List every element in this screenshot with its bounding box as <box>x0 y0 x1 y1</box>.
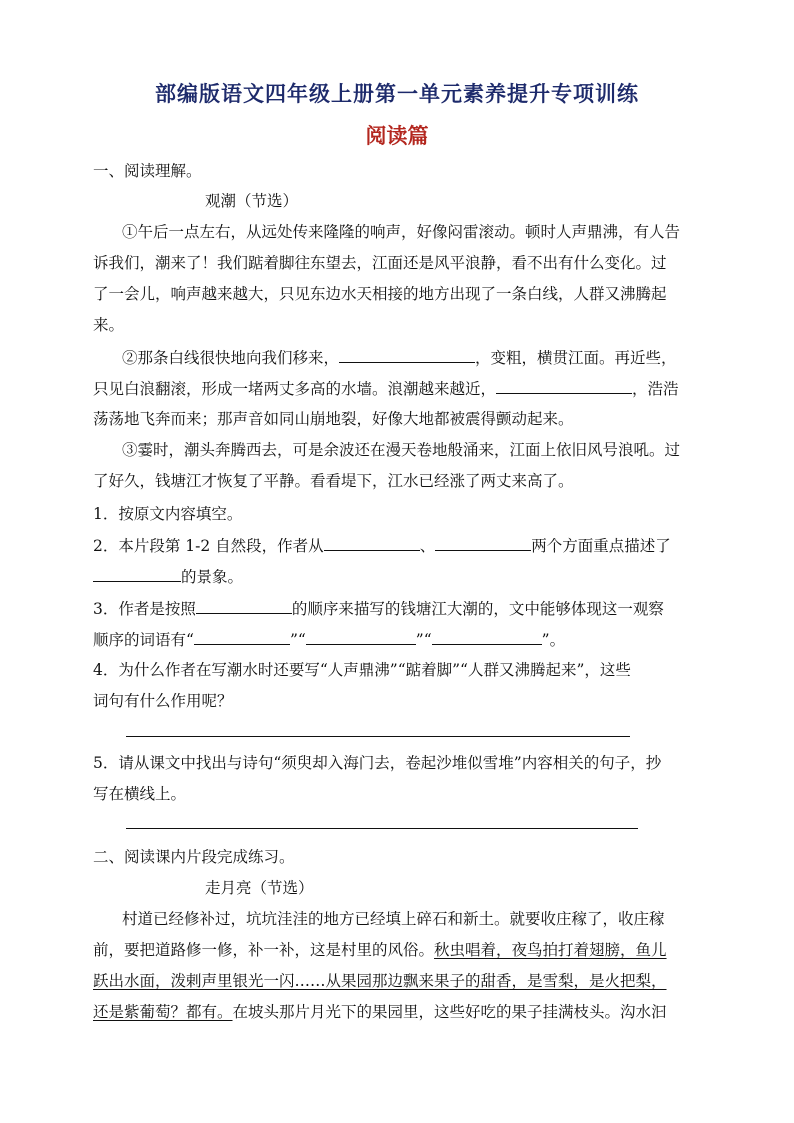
page-title: 部编版语文四年级上册第一单元素养提升专项训练 <box>155 81 639 106</box>
q5-answer-line[interactable] <box>126 828 638 829</box>
q2-blank-2[interactable] <box>435 534 531 551</box>
question-5-line1: 5．请从课文中找出与诗句“须臾却入海门去，卷起沙堆似雪堆”内容相关的句子，抄 <box>93 754 662 772</box>
passage2-line1: 村道已经修补过，坑坑洼洼的地方已经填上碎石和新土。就要收庄稼了，收庄稼 <box>122 910 665 928</box>
passage2-line3 <box>93 970 667 992</box>
question-4-line2: 词句有什么作用呢？ <box>93 692 233 710</box>
question-3-line1 <box>93 597 664 620</box>
passage2-line2-text: 前，要把道路修一修，补一补，这是村里的风俗。 <box>93 941 435 959</box>
q3-blank-2[interactable] <box>194 628 290 645</box>
passage1-p3-line2: 了好久，钱塘江才恢复了平静。看看堤下，江水已经涨了两丈来高了。 <box>93 472 574 490</box>
passage1-p2-line3: 荡荡地飞奔而来；那声音如同山崩地裂，好像大地都被震得颤动起来。 <box>93 410 574 428</box>
question-2-line1 <box>93 534 671 557</box>
q2-blank-1[interactable] <box>324 534 420 551</box>
q3-text-b: 的顺序来描写的钱塘江大潮的，文中能够体现这一观察 <box>291 600 664 618</box>
q3-blank-1[interactable] <box>196 597 292 614</box>
page-subtitle: 阅读篇 <box>365 123 429 148</box>
q3-blank-3[interactable] <box>306 628 416 645</box>
p2-line2-text-b: ，浩浩 <box>632 380 679 398</box>
question-1: 1．按原文内容填空。 <box>93 505 243 523</box>
passage1-p3-line1: ③霎时，潮头奔腾西去，可是余波还在漫天卷地般涌来，江面上依旧风号浪吼。过 <box>122 441 681 459</box>
q3-text-c: 顺序的词语有“ <box>93 631 194 649</box>
q3-text-a: 3．作者是按照 <box>93 600 196 618</box>
q3-blank-4[interactable] <box>432 628 542 645</box>
section1-heading: 一、阅读理解。 <box>93 162 202 180</box>
passage1-p1-line2: 诉我们，潮来了！我们踮着脚往东望去，江面还是风平浪静，看不出有什么变化。过 <box>93 254 667 272</box>
p2-fill-blank-2[interactable] <box>496 377 632 394</box>
q2-text-c: 的景象。 <box>181 568 244 586</box>
q2-text-b: 两个方面重点描述了 <box>531 537 671 555</box>
q3-quote-2: ”“ <box>415 631 432 649</box>
q2-separator: 、 <box>419 537 436 555</box>
passage2-underlined-sentence-part2: 跃出水面，泼剌声里银光一闪……从果园那边飘来果子的甜香，是雪梨，是火把梨， <box>93 972 667 990</box>
passage2-line4 <box>93 1001 667 1023</box>
passage1-title: 观潮（节选） <box>205 192 299 210</box>
passage2-underlined-sentence-part1: 秋虫唱着，夜鸟拍打着翅膀，鱼儿 <box>434 941 667 959</box>
question-4-line1: 4．为什么作者在写潮水时还要写“人声鼎沸”“踮着脚”“人群又沸腾起来”，这些 <box>93 661 631 679</box>
q4-answer-line[interactable] <box>126 736 630 737</box>
passage1-p2-line2 <box>93 377 679 400</box>
passage2-underlined-sentence-part3: 还是紫葡萄？都有。 <box>93 1003 233 1021</box>
question-5-line2: 写在横线上。 <box>93 785 187 803</box>
passage1-p1-line3: 了一会儿，响声越来越大，只见东边水天相接的地方出现了一条白线，人群又沸腾起 <box>93 285 667 303</box>
question-2-line2 <box>93 565 243 588</box>
passage1-p1-line4: 来。 <box>93 316 125 334</box>
passage2-line2 <box>93 939 667 961</box>
q2-blank-3[interactable] <box>93 565 181 582</box>
passage2-title: 走月亮（节选） <box>205 879 314 897</box>
passage2-line4-text: 在坡头那片月光下的果园里，这些好吃的果子挂满枝头。沟水汩 <box>232 1003 667 1021</box>
question-3-line2 <box>93 628 565 651</box>
q2-text-a: 2．本片段第 1-2 自然段，作者从 <box>93 537 324 555</box>
q3-quote-1: ”“ <box>289 631 306 649</box>
passage1-p1-line1: ①午后一点左右，从远处传来隆隆的响声，好像闷雷滚动。顿时人声鼎沸，有人告 <box>122 223 681 241</box>
section2-heading: 二、阅读课内片段完成练习。 <box>93 848 295 866</box>
p2-line1-text-b: ，变粗，横贯江面。再近些， <box>475 349 677 367</box>
p2-line1-text-a: ②那条白线很快地向我们移来， <box>122 349 340 367</box>
q3-quote-end: ”。 <box>541 631 566 649</box>
passage1-p2-line1 <box>122 346 677 369</box>
p2-line2-text-a: 只见白浪翻滚，形成一堵两丈多高的水墙。浪潮越来越近， <box>93 380 497 398</box>
p2-fill-blank-1[interactable] <box>339 346 475 363</box>
